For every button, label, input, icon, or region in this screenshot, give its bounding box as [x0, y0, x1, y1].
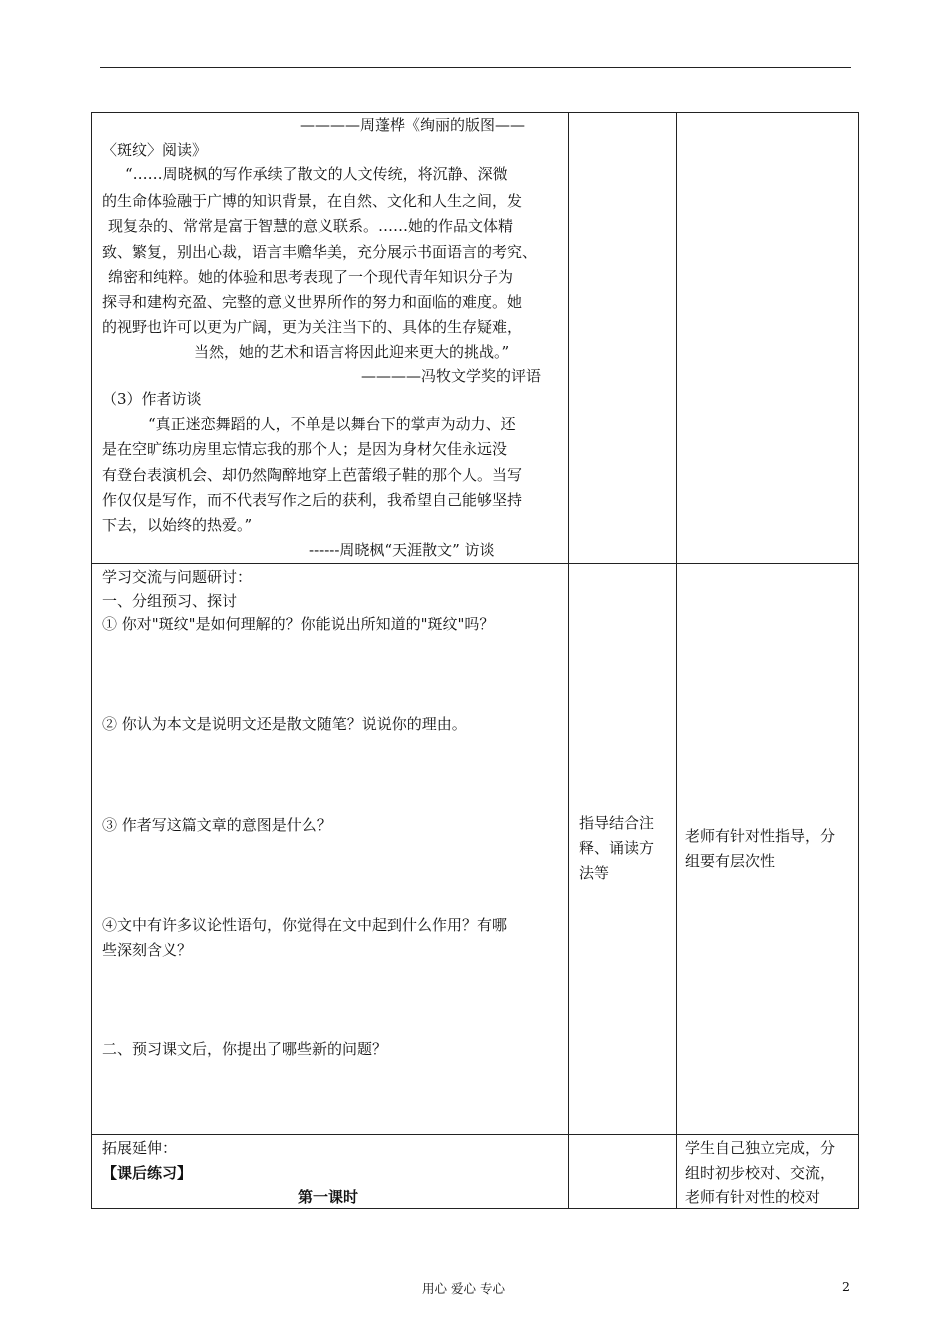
- text-line: 下去，以始终的热爱。”: [102, 516, 253, 534]
- text-line: 探寻和建构充盈、完整的意义世界所作的努力和面临的难度。她: [102, 293, 523, 311]
- text-line: ————冯牧文学奖的评语: [361, 367, 542, 385]
- extension-note-line: 学生自己独立完成，分: [685, 1139, 836, 1157]
- table-row-divider-2: [91, 1134, 859, 1135]
- text-line: “真正迷恋舞蹈的人，不单是以舞台下的掌声为动力、还: [148, 415, 516, 433]
- header-rule: [100, 67, 851, 68]
- text-line: ————周蓬桦《绚丽的版图——: [300, 116, 526, 134]
- teacher-note-line: 组要有层次性: [685, 852, 776, 870]
- text-line: 是在空旷练功房里忘情忘我的那个人；是因为身材欠佳永远没: [102, 440, 508, 458]
- text-line: ------周晓枫“天涯散文” 访谈: [309, 541, 495, 559]
- footer-slogan: 用心 爱心 专心: [422, 1281, 505, 1296]
- extension-note-line: 老师有针对性的校对: [685, 1188, 821, 1206]
- text-line: 当然，她的艺术和语言将因此迎来更大的挑战。”: [194, 343, 510, 361]
- question-2: ② 你认为本文是说明文还是散文随笔？说说你的理由。: [102, 715, 467, 733]
- text-line: 的生命体验融于广博的知识背景，在自然、文化和人生之间，发: [102, 192, 523, 210]
- page-number: 2: [842, 1279, 850, 1294]
- table-row-divider-1: [91, 563, 859, 564]
- text-line: 的视野也许可以更为广阔，更为关注当下的、具体的生存疑难，: [102, 318, 523, 336]
- text-line: 作仅仅是写作，而不代表写作之后的获利，我希望自己能够坚持: [102, 491, 523, 509]
- extension-note-line: 组时初步校对、交流，: [685, 1164, 836, 1182]
- text-line: 有登台表演机会、却仍然陶醉地穿上芭蕾缎子鞋的那个人。当写: [102, 466, 523, 484]
- table-col-divider-1: [568, 112, 569, 1209]
- section-heading: 学习交流与问题研讨：: [102, 568, 253, 586]
- question-3: ③ 作者写这篇文章的意图是什么？: [102, 816, 332, 834]
- section-subheading: 一、分组预习、探讨: [102, 592, 238, 610]
- exercise-heading: 【课后练习】: [102, 1164, 193, 1182]
- lesson-title: 第一课时: [298, 1188, 359, 1206]
- question-1: ① 你对"斑纹"是如何理解的？你能说出所知道的"斑纹"吗？: [102, 615, 495, 633]
- teacher-note-line: 老师有针对性指导，分: [685, 827, 836, 845]
- guidance-line: 释、诵读方: [579, 839, 655, 857]
- text-line: 绵密和纯粹。她的体验和思考表现了一个现代青年知识分子为: [108, 268, 514, 286]
- text-line: 致、繁复，别出心裁，语言丰赡华美，充分展示书面语言的考究、: [102, 243, 538, 261]
- text-line: 现复杂的、常常是富于智慧的意义联系。……她的作品文体精: [108, 217, 514, 235]
- text-line: （3）作者访谈: [102, 390, 202, 408]
- text-line: 〈斑纹〉阅读》: [102, 141, 208, 159]
- guidance-line: 指导结合注: [579, 814, 655, 832]
- table-col-divider-2: [676, 112, 677, 1209]
- text-line: “……周晓枫的写作承续了散文的人文传统，将沉静、深微: [125, 165, 508, 183]
- table-border-bottom: [91, 1208, 859, 1209]
- guidance-line: 法等: [579, 864, 610, 882]
- extension-heading: 拓展延伸：: [102, 1139, 178, 1157]
- lesson-table: [91, 112, 859, 1209]
- table-border-top: [91, 112, 859, 113]
- question-4: ④文中有许多议论性语句，你觉得在文中起到什么作用？有哪: [102, 916, 508, 934]
- table-border-right: [858, 112, 859, 1209]
- table-border-left: [91, 112, 92, 1209]
- question-4-cont: 些深刻含义？: [102, 941, 193, 959]
- part-2-question: 二、预习课文后，你提出了哪些新的问题？: [102, 1040, 388, 1058]
